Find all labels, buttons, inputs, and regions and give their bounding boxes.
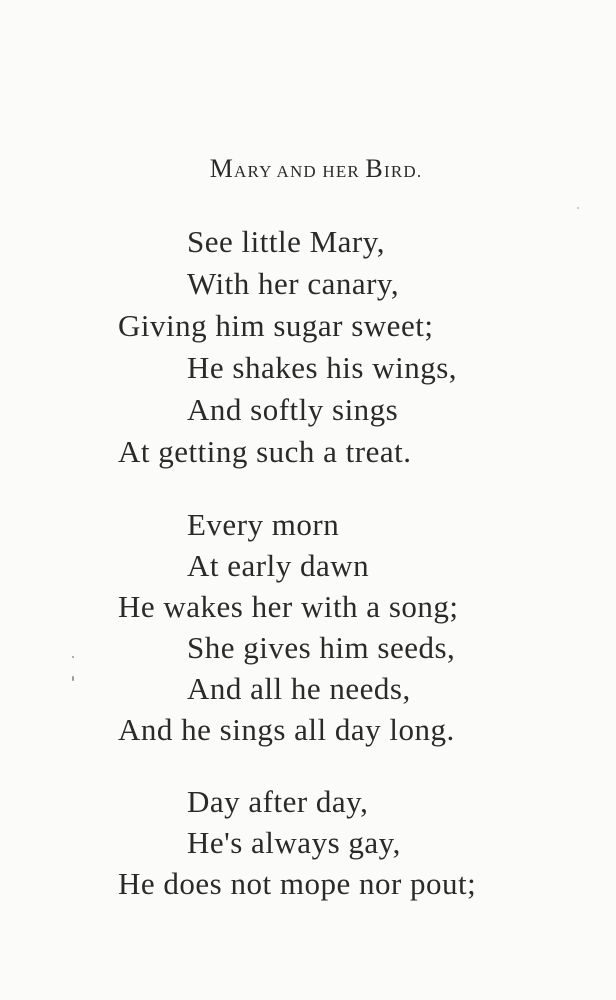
stanza-2-line-5: And all he needs, (187, 671, 411, 706)
paper-speck (577, 207, 579, 209)
stanza-3-line-1: Day after day, (187, 784, 369, 819)
paper-speck (72, 656, 74, 658)
stanza-2-line-3: He wakes her with a song; (118, 589, 459, 624)
stanza-3-line-2: He's always gay, (187, 825, 401, 860)
stanza-1-line-1: See little Mary, (187, 224, 385, 259)
stanza-1-line-5: And softly sings (187, 392, 399, 427)
stanza-1-line-6: At getting such a treat. (118, 434, 412, 469)
paper-speck (72, 676, 74, 681)
stanza-3-line-3: He does not mope nor pout; (118, 866, 477, 901)
stanza-1-line-2: With her canary, (187, 266, 400, 301)
stanza-2-line-6: And he sings all day long. (118, 712, 455, 747)
stanza-1-line-3: Giving him sugar sweet; (118, 308, 434, 343)
stanza-2-line-2: At early dawn (187, 548, 370, 583)
poem-title (0, 154, 616, 184)
stanza-2-line-4: She gives him seeds, (187, 630, 456, 665)
title-initial-b: B (365, 154, 384, 183)
stanza-1-line-4: He shakes his wings, (187, 350, 458, 385)
title-part-ird: IRD. (383, 162, 423, 181)
title-initial-m: M (209, 154, 235, 183)
title-part-ary-and-her: ARY AND HER (234, 162, 366, 181)
stanza-2-line-1: Every morn (187, 507, 340, 542)
